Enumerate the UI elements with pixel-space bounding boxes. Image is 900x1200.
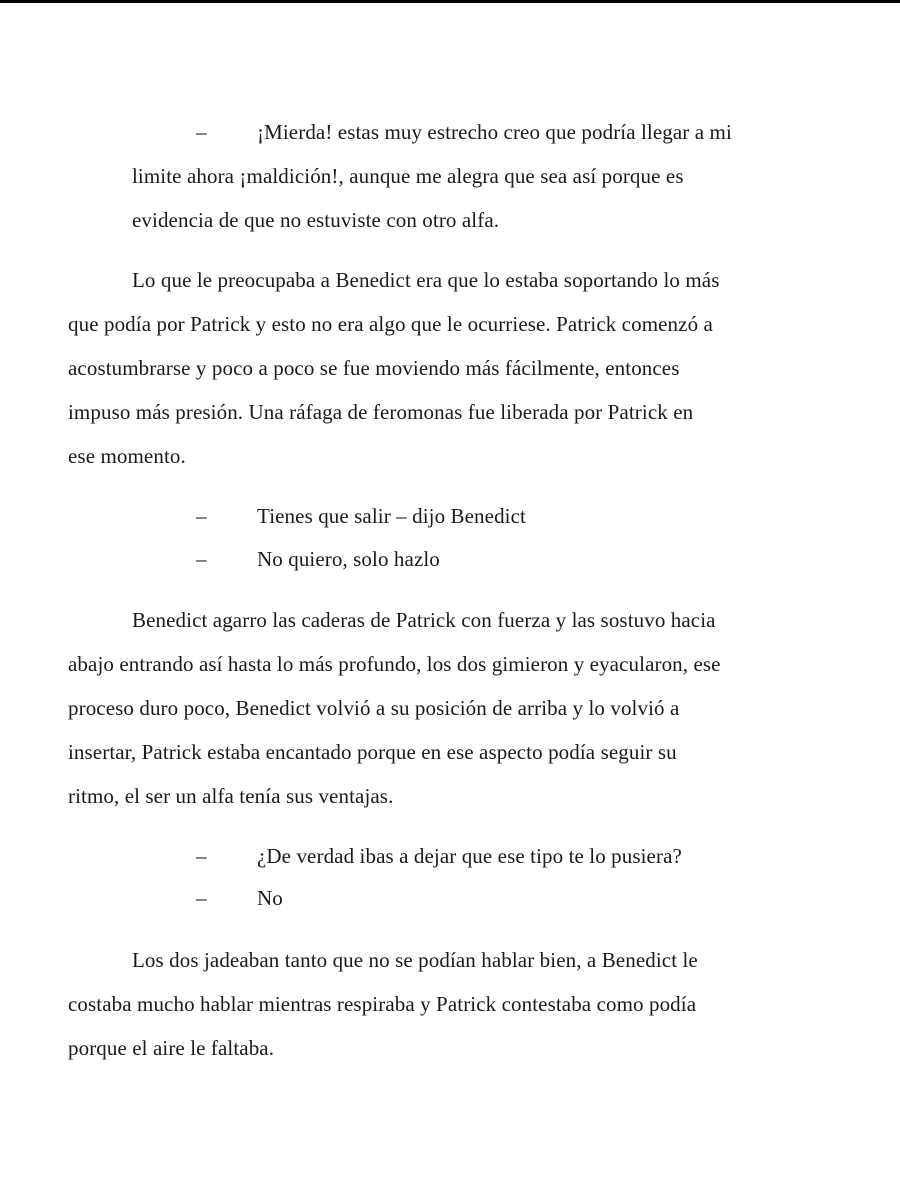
paragraph-line: Benedict agarro las caderas de Patrick con fuerza y las sostuvo hacia [132, 608, 716, 632]
paragraph-line: porque el aire le faltaba. [68, 1036, 275, 1060]
paragraph-line: proceso duro poco, Benedict volvió a su posición de arriba y lo volvió a [68, 696, 680, 720]
dialogue-line: evidencia de que no estuviste con otro alfa. [132, 208, 500, 232]
dialogue-dash: – [196, 886, 207, 910]
paragraph-line: que podía por Patrick y esto no era algo que le ocurriese. Patrick comenzó a [68, 312, 713, 336]
dialogue-line: Tienes que salir – dijo Benedict [257, 504, 526, 528]
paragraph-line: insertar, Patrick estaba encantado porque en ese aspecto podía seguir su [68, 740, 677, 764]
dialogue-line: No quiero, solo hazlo [257, 547, 440, 571]
paragraph-line: costaba mucho hablar mientras respiraba y Patrick contestaba como podía [68, 992, 697, 1016]
paragraph-line: Lo que le preocupaba a Benedict era que lo estaba soportando lo más [132, 268, 720, 292]
paragraph-line: ritmo, el ser un alfa tenía sus ventajas. [68, 784, 394, 808]
dialogue-line: ¡Mierda! estas muy estrecho creo que podría llegar a mi [257, 120, 732, 144]
paragraph-line: Los dos jadeaban tanto que no se podían hablar bien, a Benedict le [132, 948, 698, 972]
dialogue-dash: – [196, 844, 207, 868]
paragraph-line: ese momento. [68, 444, 186, 468]
dialogue-dash: – [196, 120, 207, 144]
dialogue-line: limite ahora ¡maldición!, aunque me alegra que sea así porque es [132, 164, 684, 188]
paragraph-line: impuso más presión. Una ráfaga de feromonas fue liberada por Patrick en [68, 400, 694, 424]
paragraph-line: abajo entrando así hasta lo más profundo, los dos gimieron y eyacularon, ese [68, 652, 721, 676]
dialogue-line: ¿De verdad ibas a dejar que ese tipo te lo pusiera? [257, 844, 682, 868]
paragraph-line: acostumbrarse y poco a poco se fue moviendo más fácilmente, entonces [68, 356, 680, 380]
dialogue-dash: – [196, 547, 207, 571]
dialogue-dash: – [196, 504, 207, 528]
dialogue-line: No [257, 886, 283, 910]
